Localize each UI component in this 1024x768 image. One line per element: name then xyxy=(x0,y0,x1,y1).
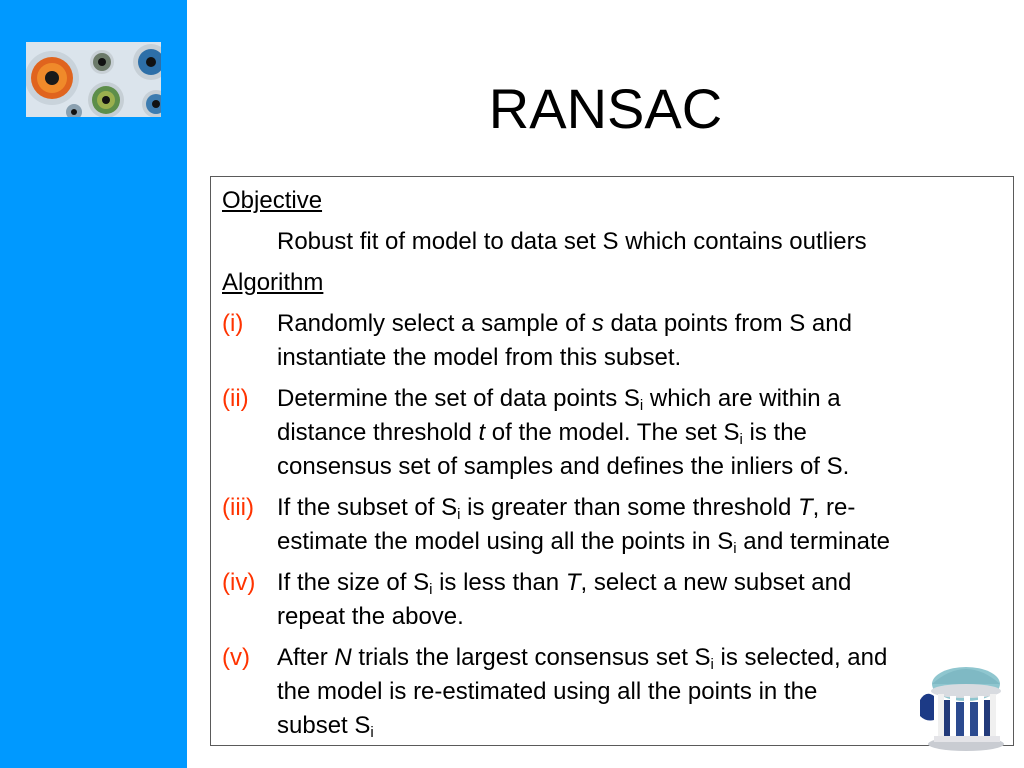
eye-iris-logo xyxy=(26,42,161,117)
algorithm-heading: Algorithm xyxy=(222,269,324,296)
step-line: repeat the above. xyxy=(277,603,464,630)
step-line: consensus set of samples and defines the inliers of S. xyxy=(277,453,850,480)
step-line: the model is re-estimated using all the points in the xyxy=(277,678,818,705)
step-text xyxy=(277,566,851,634)
subscript: i xyxy=(710,656,714,673)
step-text xyxy=(277,307,852,375)
step-number: (iv) xyxy=(222,569,256,596)
slide-title: RANSAC xyxy=(488,77,723,140)
step-line: Determine the set of data points $S_i$ which are within a xyxy=(277,385,841,414)
step-line: After N trials the largest consensus set $S_i$ is selected, and xyxy=(277,644,888,673)
math-variable: T xyxy=(797,494,813,521)
objective-heading: Objective xyxy=(222,187,323,214)
step-line: estimate the model using all the points in $S_i$ and terminate xyxy=(277,528,891,557)
step-number: (iii) xyxy=(222,494,254,521)
step-text xyxy=(277,382,849,484)
subscript: i xyxy=(639,397,644,414)
rotunda-emblem xyxy=(920,660,1008,752)
content-box xyxy=(210,176,1014,746)
step-text xyxy=(277,641,887,743)
math-variable: N xyxy=(334,644,352,671)
step-number: (v) xyxy=(222,644,250,671)
subscript: i xyxy=(739,431,743,448)
step-line: Randomly select a sample of s data points from S and xyxy=(277,310,852,337)
step-line: subset $S_i$ xyxy=(277,712,374,741)
objective-text: Robust fit of model to data set S which contains outliers xyxy=(277,228,867,255)
subscript: i xyxy=(733,540,737,557)
step-line: If the size of $S_i$ is less than T, select a new subset and xyxy=(277,569,852,598)
step-text xyxy=(277,491,890,559)
math-variable: t xyxy=(478,419,486,446)
step-number: (i) xyxy=(222,310,244,337)
sidebar-band xyxy=(0,0,187,768)
math-variable: s xyxy=(591,310,604,337)
subscript: i xyxy=(370,724,374,741)
step-line: distance threshold t of the model. The set $S_i$ is the xyxy=(277,419,807,448)
step-line: instantiate the model from this subset. xyxy=(277,344,682,371)
subscript: i xyxy=(457,506,461,523)
step-line: If the subset of $S_i$ is greater than some threshold T, re- xyxy=(277,494,856,523)
subscript: i xyxy=(429,581,433,598)
math-variable: T xyxy=(565,569,581,596)
step-number: (ii) xyxy=(222,385,249,412)
